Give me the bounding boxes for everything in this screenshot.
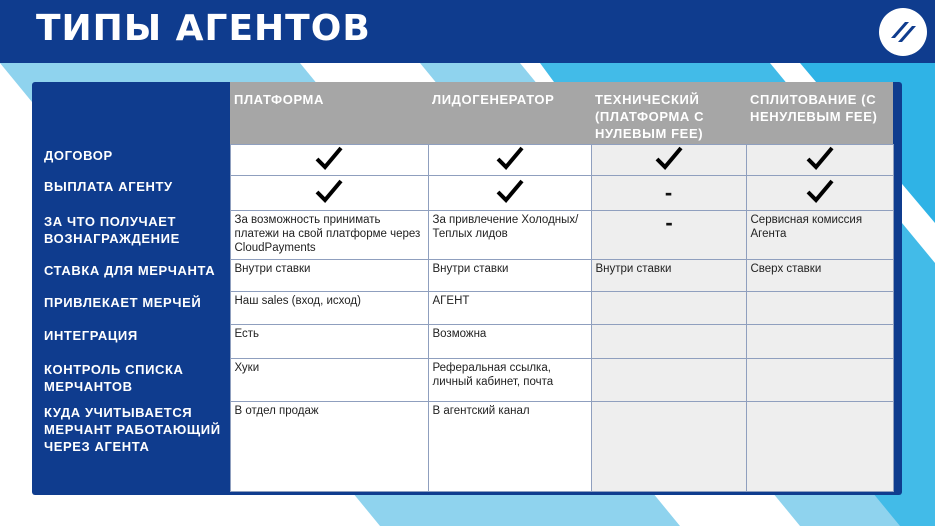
- table-row: [32, 401, 893, 491]
- page-title: ТИПЫ АГЕНТОВ: [36, 8, 371, 49]
- table-cell: [230, 175, 428, 210]
- table-cell: [746, 175, 893, 210]
- table-row: [32, 144, 893, 175]
- table-cell: Есть: [230, 324, 428, 358]
- agent-types-table: [32, 82, 894, 492]
- table-cell: Внутри ставки: [428, 259, 591, 291]
- check-icon: [495, 145, 525, 171]
- column-header-platform: ПЛАТФОРМА: [230, 82, 428, 144]
- table-row: [32, 175, 893, 210]
- table-row: [32, 324, 893, 358]
- corner-cell: [32, 82, 230, 144]
- header-bar: [0, 0, 935, 63]
- table-row: [32, 291, 893, 324]
- row-label: ВЫПЛАТА АГЕНТУ: [44, 179, 173, 194]
- table-cell: За возможность принимать платежи на свой платформе через CloudPayments: [230, 210, 428, 259]
- check-icon: [314, 178, 344, 204]
- check-icon: [314, 145, 344, 171]
- table-cell: [591, 358, 746, 401]
- row-label: СТАВКА ДЛЯ МЕРЧАНТА: [44, 263, 216, 278]
- table-cell: Возможна: [428, 324, 591, 358]
- table-cell: [428, 144, 591, 175]
- check-icon: [805, 145, 835, 171]
- table-row: [32, 210, 893, 259]
- table-row: [32, 358, 893, 401]
- table-cell: Хуки: [230, 358, 428, 401]
- row-label: ДОГОВОР: [44, 148, 113, 163]
- agent-types-table-panel: [32, 82, 902, 495]
- table-cell: В агентский канал: [428, 401, 591, 491]
- table-cell: Внутри ставки: [591, 259, 746, 291]
- table-cell: [230, 144, 428, 175]
- table-cell: [428, 175, 591, 210]
- table-cell: В отдел продаж: [230, 401, 428, 491]
- table-cell: Реферальная ссылка, личный кабинет, почта: [428, 358, 591, 401]
- column-header-leadgen: ЛИДОГЕНЕРАТОР: [428, 82, 591, 144]
- table-cell: [591, 210, 746, 259]
- table-cell: [591, 291, 746, 324]
- table-row: [32, 259, 893, 291]
- table-cell: Внутри ставки: [230, 259, 428, 291]
- row-label: ЗА ЧТО ПОЛУЧАЕТ ВОЗНАГРАЖДЕНИЕ: [44, 214, 180, 246]
- row-label: КУДА УЧИТЫВАЕТСЯ МЕРЧАНТ РАБОТАЮЩИЙ ЧЕРЕЗ АГЕНТА: [44, 405, 221, 454]
- table-cell: АГЕНТ: [428, 291, 591, 324]
- row-label: КОНТРОЛЬ СПИСКА МЕРЧАНТОВ: [44, 362, 184, 394]
- table-cell: [746, 291, 893, 324]
- table-cell: [591, 324, 746, 358]
- table-cell: За привлечение Холодных/Теплых лидов: [428, 210, 591, 259]
- table-cell: [591, 144, 746, 175]
- check-icon: [654, 145, 684, 171]
- table-cell: Наш sales (вход, исход): [230, 291, 428, 324]
- table-cell: [746, 401, 893, 491]
- table-cell: [746, 144, 893, 175]
- column-header-splitting: СПЛИТОВАНИЕ (С НЕНУЛЕВЫМ FEE): [746, 82, 893, 144]
- logo-icon: [879, 8, 927, 56]
- dash-mark: -: [665, 210, 673, 235]
- dash-mark: -: [664, 179, 673, 205]
- column-header-technical: ТЕХНИЧЕСКИЙ (ПЛАТФОРМА С НУЛЕВЫМ FEE): [591, 82, 746, 144]
- check-icon: [495, 178, 525, 204]
- table-cell: [746, 324, 893, 358]
- row-label: ИНТЕГРАЦИЯ: [44, 328, 138, 343]
- check-icon: [805, 178, 835, 204]
- table-cell: Сверх ставки: [746, 259, 893, 291]
- table-cell: Сервисная комиссия Агента: [746, 210, 893, 259]
- row-label: ПРИВЛЕКАЕТ МЕРЧЕЙ: [44, 295, 202, 310]
- table-cell: [591, 401, 746, 491]
- table-cell: [746, 358, 893, 401]
- table-header-row: [32, 82, 893, 144]
- table-cell: [591, 175, 746, 210]
